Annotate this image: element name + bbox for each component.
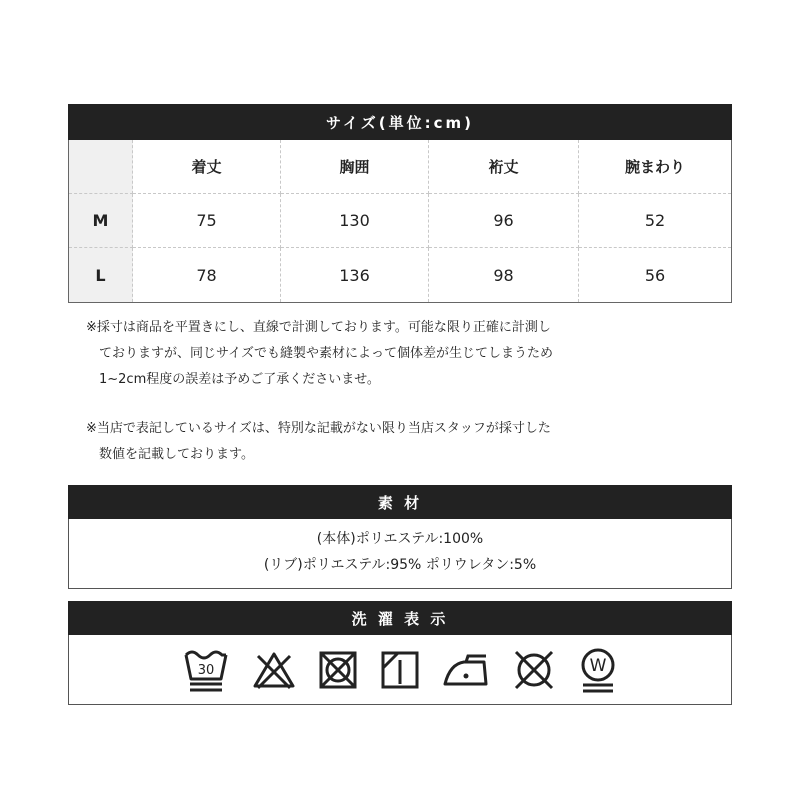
size-label-note	[86, 416, 551, 468]
row-header-size: M	[69, 194, 133, 248]
table-cell: 56	[644, 265, 666, 285]
wet-clean-label: W	[589, 655, 607, 676]
size-table	[68, 140, 732, 303]
care-section-header	[68, 601, 732, 635]
measurement-note	[86, 315, 553, 393]
note-line: 1~2cm程度の誤差は予めご了承くださいませ。	[99, 372, 380, 387]
note-line: 数値を記載しております。	[99, 447, 254, 462]
row-header-size: L	[69, 248, 133, 302]
note-line: ※採寸は商品を平置きにし、直線で計測しております。可能な限り正確に計測し	[86, 320, 551, 335]
material-section-header	[68, 485, 732, 519]
table-cell: 78	[133, 248, 281, 302]
material-box	[68, 519, 732, 589]
column-header: 腕まわり	[579, 140, 731, 194]
wet-clean-gentle-icon	[578, 647, 618, 693]
table-cell: 136	[281, 248, 429, 302]
material-line: (本体)ポリエステル:100%	[316, 531, 484, 547]
table-cell: 75	[133, 194, 281, 248]
care-section-title: 洗 濯 表 示	[351, 609, 449, 628]
column-header: 裄丈	[429, 140, 579, 194]
wash-30-gentle-icon	[182, 647, 230, 693]
care-box	[68, 635, 732, 705]
size-section-header	[68, 104, 732, 140]
table-cell: 98	[429, 248, 579, 302]
wash-temp-label: 30	[197, 662, 215, 678]
care-icons	[182, 647, 618, 693]
iron-low-icon	[442, 652, 490, 688]
note-line: ※当店で表記しているサイズは、特別な記載がない限り当店スタッフが採寸した	[86, 421, 551, 436]
line-dry-shade-icon	[380, 650, 420, 690]
size-section-title: サイズ(単位:cm)	[325, 113, 475, 132]
material-line: (リブ)ポリエステル:95% ポリウレタン:5%	[263, 557, 537, 573]
table-cell: 96	[429, 194, 579, 248]
table-cell: 130	[281, 194, 429, 248]
no-bleach-icon	[252, 650, 296, 690]
note-line: ておりますが、同じサイズでも縫製や素材によって個体差が生じてしまうため	[99, 346, 553, 361]
column-header: 着丈	[133, 140, 281, 194]
table-corner-cell	[69, 140, 133, 194]
table-cell: 52	[579, 194, 731, 248]
column-header: 胸囲	[281, 140, 429, 194]
no-dry-clean-icon	[512, 648, 556, 692]
no-tumble-dry-icon	[318, 650, 358, 690]
material-section-title: 素 材	[377, 493, 423, 512]
